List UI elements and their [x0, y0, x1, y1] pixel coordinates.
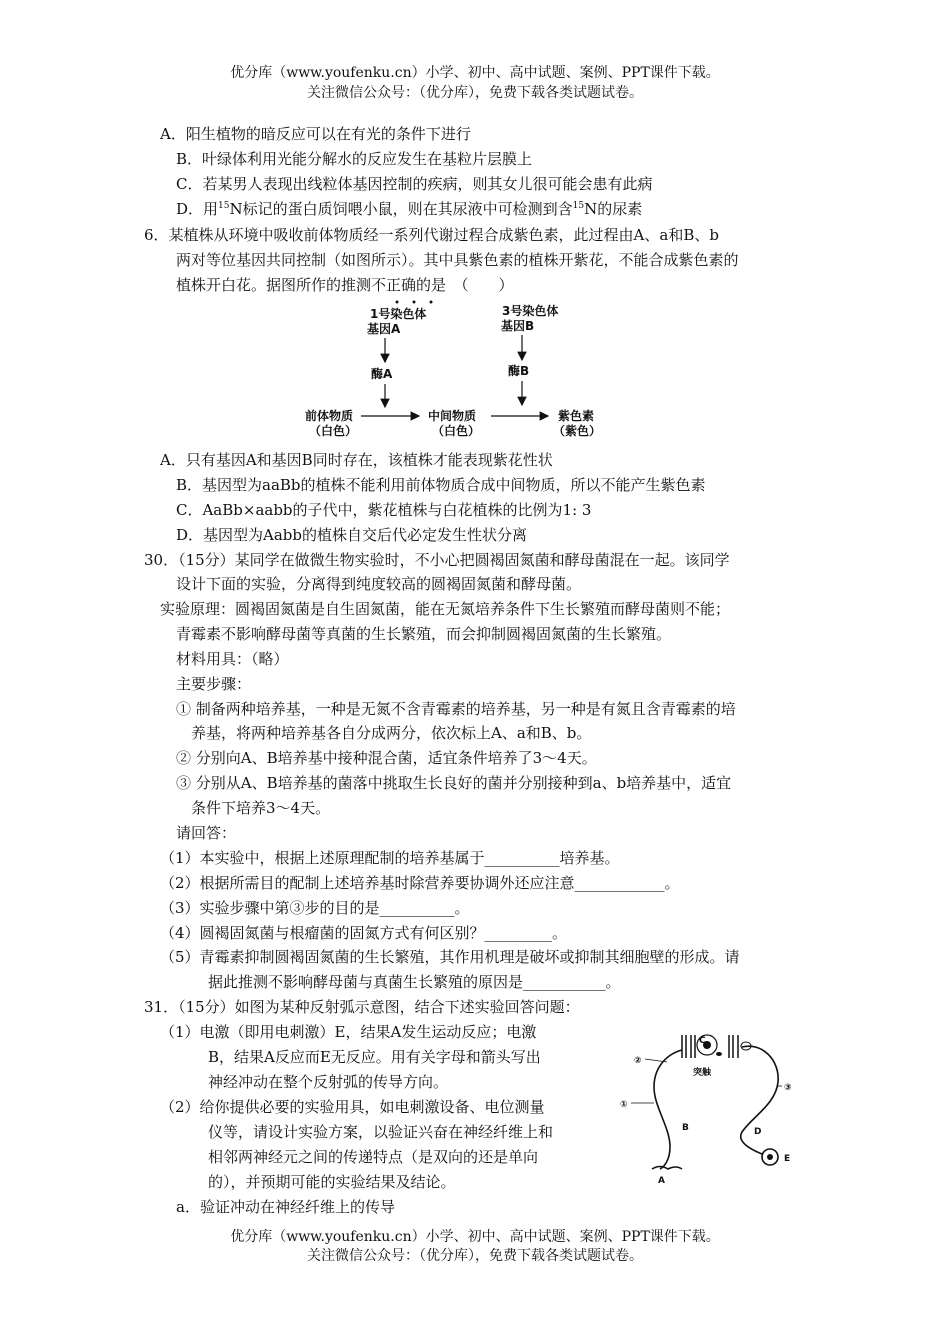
q6-stem-line-2: 两对等位基因共同控制（如图所示）。其中具紫色素的植株开紫花，不能合成紫色素的	[176, 251, 739, 269]
q5-d-post: N的尿素	[584, 200, 643, 218]
q5-option-d	[176, 198, 642, 220]
precursor-label: 前体物质	[305, 409, 354, 423]
q30-step-2: ② 分别向A、B培养基中接种混合菌，适宜条件培养了3～4天。	[176, 749, 597, 767]
header-line-1: 优分库（www.youfenku.cn）小学、初中、高中试题、案例、PPT课件下载。	[230, 65, 720, 81]
q6-option-d: D．基因型为Aabb的植株自交后代必定发生性状分离	[176, 526, 528, 544]
intermediate-color: （白色）	[432, 424, 481, 438]
footer-line-2: 关注微信公众号：（优分库），免费下载各类试题试卷。	[307, 1248, 643, 1264]
effector-muscle	[652, 1167, 682, 1170]
q5-option-c: C．若某男人表现出线粒体基因控制的疾病，则其女儿很可能会患有此病	[176, 175, 653, 193]
q30-line-1: 30．（15分）某同学在做微生物实验时，不小心把圆褐固氮菌和酵母菌混在一起。该同学	[144, 551, 730, 569]
footer-line-1: 优分库（www.youfenku.cn）小学、初中、高中试题、案例、PPT课件下载。	[230, 1229, 720, 1245]
q5-option-b: B．叶绿体利用光能分解水的反应发生在基粒片层膜上	[176, 150, 533, 168]
q30-step-3a: ③ 分别从A、B培养基的菌落中挑取生长良好的菌并分别接种到a、b培养基中，适宜	[176, 774, 732, 792]
q5-option-a: A．阳生植物的暗反应可以在有光的条件下进行	[160, 125, 471, 143]
label-a: A	[658, 1176, 665, 1186]
q6-option-b: B．基因型为aaBb的植株不能利用前体物质合成中间物质，所以不能产生紫色素	[176, 476, 706, 494]
gene-b-label: 基因B	[501, 319, 535, 333]
precursor-color: （白色）	[309, 424, 358, 438]
header-line-2: 关注微信公众号：（优分库），免费下载各类试题试卷。	[307, 85, 643, 101]
q31-part-1a: （1）电激（即用电刺激）E，结果A发生运动反应；电激	[160, 1023, 537, 1041]
label-circle-3: ③	[784, 1083, 792, 1093]
receptor-core	[767, 1154, 773, 1160]
label-d: D	[754, 1127, 762, 1137]
q6-option-a: A．只有基因A和基因B同时存在，该植株才能表现紫花性状	[160, 451, 553, 469]
q5-d-sup1: 15	[218, 201, 230, 211]
enzyme-a-label: 酶A	[371, 367, 393, 381]
q30-steps-title: 主要步骤：	[176, 675, 252, 693]
q30-step-3b: 条件下培养3～4天。	[191, 799, 331, 817]
q31-part-1c: 神经冲动在整个反射弧的传导方向。	[208, 1073, 449, 1091]
emphasis-dots	[392, 291, 440, 297]
metabolic-pathway-diagram	[295, 302, 625, 442]
q30-principle-2: 青霉素不影响酵母菌等真菌的生长繁殖，而会抑制圆褐固氮菌的生长繁殖。	[176, 625, 672, 643]
q5-d-mid: N标记的蛋白质饲喂小鼠，则在其尿液中可检测到含	[229, 200, 573, 218]
q31-part-a: a．验证冲动在神经纤维上的传导	[176, 1198, 395, 1216]
purple-pigment-color: （紫色）	[553, 424, 602, 438]
q31-part-2c: 相邻两神经元之间的传递特点（是双向的还是单向	[208, 1148, 539, 1166]
q31-part-2a: （2）给你提供必要的实验用具，如电刺激设备、电位测量	[160, 1098, 545, 1116]
chromosome-1-label: 1号染色体	[370, 307, 427, 321]
synapse-dot	[716, 1052, 722, 1056]
chromosome-3-label: 3号染色体	[502, 304, 559, 318]
q30-answer-2: （2）根据所需目的配制上述培养基时除营养要协调外还应注意____________。	[160, 874, 680, 892]
q30-answer-5b: 据此推测不影响酵母菌与真菌生长繁殖的原因是___________。	[208, 973, 621, 991]
label-c: C	[699, 1036, 706, 1046]
q5-d-sup2: 15	[572, 201, 585, 211]
q30-answer-1: （1）本实验中，根据上述原理配制的培养基属于__________培养基。	[160, 849, 620, 867]
q30-ask: 请回答：	[176, 824, 237, 842]
q5-d-pre: D．用	[176, 200, 219, 218]
reflex-arc-diagram	[612, 1032, 817, 1187]
q30-answer-5a: （5）青霉素抑制圆褐固氮菌的生长繁殖，其作用机理是破坏或抑制其细胞壁的形成。请	[160, 948, 740, 966]
q30-materials: 材料用具：（略）	[176, 650, 289, 668]
q31-part-2d: 的），并预期可能的实验结果及结论。	[208, 1173, 456, 1191]
label-circle-1: ①	[620, 1100, 628, 1110]
intermediate-label: 中间物质	[428, 409, 477, 423]
q30-principle-1: 实验原理：圆褐固氮菌是自生固氮菌，能在无氮培养条件下生长繁殖而酵母菌则不能；	[160, 600, 731, 618]
enzyme-b-label: 酶B	[508, 364, 530, 378]
q30-step-1a: ① 制备两种培养基，一种是无氮不含青霉素的培养基，另一种是有氮且含青霉素的培	[176, 700, 736, 718]
label-b: B	[682, 1123, 689, 1133]
sensory-neuron-fiber	[741, 1046, 778, 1154]
q30-answer-3: （3）实验步骤中第③步的目的是__________。	[160, 899, 470, 917]
label-e: E	[784, 1154, 791, 1164]
q30-answer-4: （4）圆褐固氮菌与根瘤菌的固氮方式有何区别？_________。	[160, 924, 568, 942]
q31-part-2b: 仪等，请设计实验方案，以验证兴奋在神经纤维上和	[208, 1123, 554, 1141]
q30-step-1b: 养基，将两种培养基各自分成两分，依次标上A、a和B、b。	[191, 724, 592, 742]
q31-part-1b: B，结果A反应而E无反应。用有关字母和箭头写出	[208, 1048, 541, 1066]
motor-neuron-fiber	[654, 1050, 682, 1169]
label-circle-2: ②	[634, 1056, 642, 1066]
q6-stem-line-3: 植株开白花。据图所作的推测不正确的是 （ ）	[176, 276, 514, 294]
gene-a-label: 基因A	[367, 322, 401, 336]
purple-pigment-label: 紫色素	[558, 409, 595, 423]
q31-line-1: 31．（15分）如图为某种反射弧示意图，结合下述实验回答问题：	[144, 998, 580, 1016]
q6-stem-line-1: 6．某植株从环境中吸收前体物质经一系列代谢过程合成紫色素，此过程由A、a和B、b	[144, 226, 719, 244]
label-synapse: 突触	[693, 1068, 712, 1078]
q6-option-c: C．AaBb×aabb的子代中，紫花植株与白花植株的比例为1: 3	[176, 501, 592, 519]
q30-line-2: 设计下面的实验，分离得到纯度较高的圆褐固氮菌和酵母菌。	[176, 575, 582, 593]
